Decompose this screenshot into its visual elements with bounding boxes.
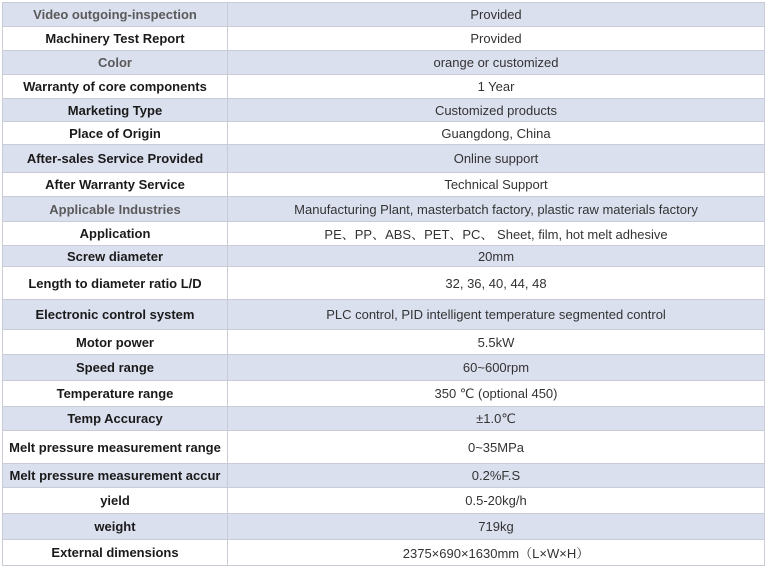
spec-value: Provided — [228, 3, 765, 27]
spec-label: Melt pressure measurement range — [3, 431, 228, 464]
spec-value: Customized products — [228, 99, 765, 122]
spec-label: Place of Origin — [3, 122, 228, 145]
spec-value: 5.5kW — [228, 330, 765, 355]
spec-label: After Warranty Service — [3, 173, 228, 197]
table-row — [3, 300, 765, 330]
table-row — [3, 75, 765, 99]
spec-label: Melt pressure measurement accur — [3, 464, 228, 488]
spec-label: Temp Accuracy — [3, 407, 228, 431]
spec-label: Application — [3, 222, 228, 246]
table-row — [3, 246, 765, 267]
spec-label: Motor power — [3, 330, 228, 355]
spec-label: Temperature range — [3, 381, 228, 407]
table-row — [3, 99, 765, 122]
spec-label: Video outgoing-inspection — [3, 3, 228, 27]
table-row — [3, 488, 765, 514]
spec-value: PE、PP、ABS、PET、PC、 Sheet, film, hot melt adhesive — [228, 222, 765, 246]
table-row — [3, 431, 765, 464]
spec-label: Color — [3, 51, 228, 75]
spec-value: 0.5-20kg/h — [228, 488, 765, 514]
spec-value: 0~35MPa — [228, 431, 765, 464]
spec-value: PLC control, PID intelligent temperature segmented control — [228, 300, 765, 330]
table-row — [3, 222, 765, 246]
table-row — [3, 51, 765, 75]
spec-value: 350 ℃ (optional 450) — [228, 381, 765, 407]
specifications-table — [2, 2, 765, 566]
spec-value: 719kg — [228, 514, 765, 540]
table-row — [3, 3, 765, 27]
table-row — [3, 540, 765, 566]
spec-label: Applicable Industries — [3, 197, 228, 222]
spec-label: Speed range — [3, 355, 228, 381]
spec-value: ±1.0℃ — [228, 407, 765, 431]
spec-value: Guangdong, China — [228, 122, 765, 145]
spec-value: 0.2%F.S — [228, 464, 765, 488]
table-row — [3, 197, 765, 222]
spec-label: Screw diameter — [3, 246, 228, 267]
spec-value: 2375×690×1630mm（L×W×H） — [228, 540, 765, 566]
table-row — [3, 355, 765, 381]
spec-label: Machinery Test Report — [3, 27, 228, 51]
spec-value: Manufacturing Plant, masterbatch factory, plastic raw materials factory — [228, 197, 765, 222]
spec-value: Online support — [228, 145, 765, 173]
table-row — [3, 407, 765, 431]
spec-label: Electronic control system — [3, 300, 228, 330]
spec-label: weight — [3, 514, 228, 540]
table-row — [3, 173, 765, 197]
table-row — [3, 381, 765, 407]
spec-label: External dimensions — [3, 540, 228, 566]
spec-value: 60~600rpm — [228, 355, 765, 381]
spec-label: Marketing Type — [3, 99, 228, 122]
table-row — [3, 27, 765, 51]
spec-label: yield — [3, 488, 228, 514]
spec-value: Technical Support — [228, 173, 765, 197]
spec-label: Warranty of core components — [3, 75, 228, 99]
table-row — [3, 514, 765, 540]
spec-value: 32, 36, 40, 44, 48 — [228, 267, 765, 300]
spec-label: After-sales Service Provided — [3, 145, 228, 173]
spec-value: Provided — [228, 27, 765, 51]
table-row — [3, 145, 765, 173]
spec-label: Length to diameter ratio L/D — [3, 267, 228, 300]
spec-value: orange or customized — [228, 51, 765, 75]
table-row — [3, 330, 765, 355]
table-row — [3, 464, 765, 488]
spec-value: 20mm — [228, 246, 765, 267]
spec-value: 1 Year — [228, 75, 765, 99]
table-row — [3, 267, 765, 300]
table-row — [3, 122, 765, 145]
